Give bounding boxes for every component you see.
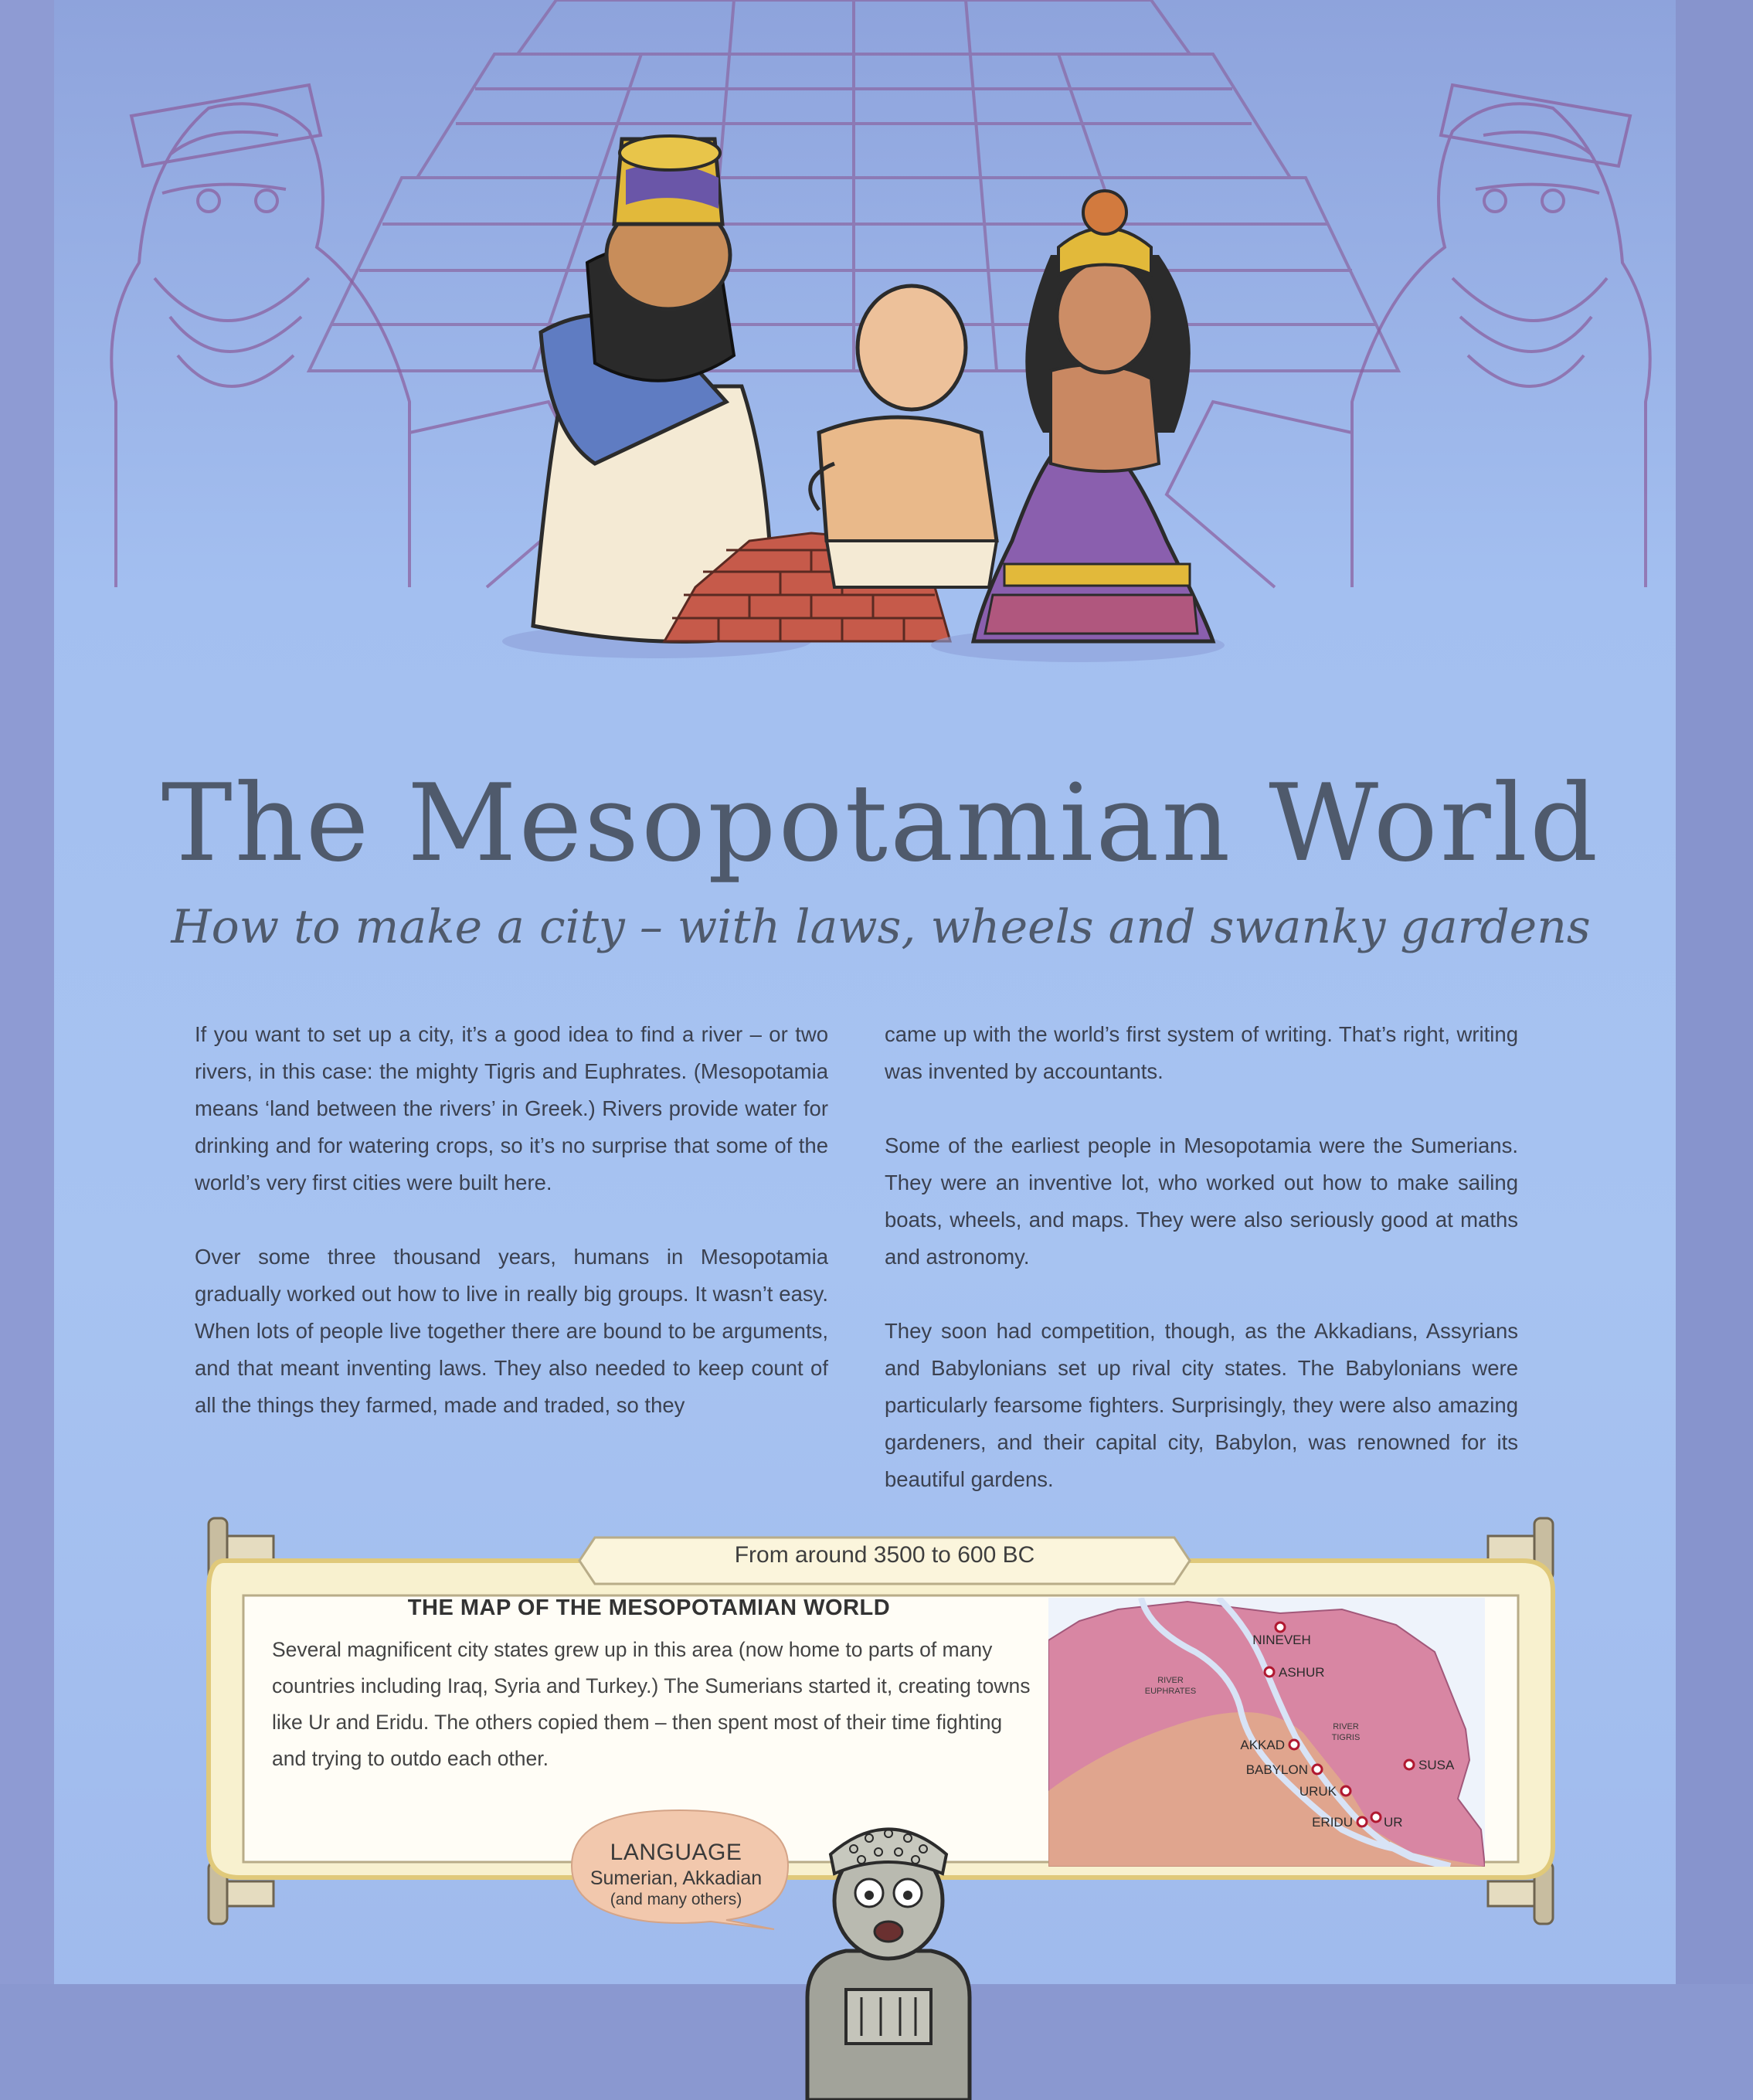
map-label-susa: SUSA: [1418, 1758, 1455, 1772]
body-paragraph: Over some three thousand years, humans in Mesopotamia gradually worked out how to live in really big groups. It wasn’t easy. When lots of people live together there are bound to be arguments, and that meant inventing laws. They also needed to keep count of all the things they farmed, made and traded, so they: [195, 1245, 828, 1417]
language-title: LANGUAGE: [610, 1840, 742, 1865]
body-column-left: [195, 1016, 828, 1461]
language-info: [564, 1839, 788, 1910]
map-label-euphrates-line1: RIVER: [1157, 1676, 1184, 1685]
map-label-tigris-line2: TIGRIS: [1331, 1733, 1361, 1742]
body-paragraph: Some of the earliest people in Mesopotamia were the Sumerians. They were an inventive lot, who worked out how to make sailing boats, wheels, and maps. They were also seriously good at maths and astronomy.: [885, 1133, 1518, 1269]
map-label-nineveh: NINEVEH: [1252, 1633, 1311, 1647]
body-paragraph: If you want to set up a city, it’s a good idea to find a river – or two rivers, in this case: the mighty Tigris and Euphrates. (Mesopotamia means ‘land between the rivers’ in Greek.) Rivers provide water for drinking and for watering crops, so it’s no surprise that some of the world’s very first cities were built here.: [195, 1022, 828, 1194]
language-note: (and many others): [610, 1891, 742, 1908]
map-label-uruk: URUK: [1299, 1784, 1337, 1799]
map-description-panel: [263, 1595, 1035, 1777]
language-value: Sumerian, Akkadian: [589, 1867, 763, 1889]
body-paragraph: came up with the world’s first system of writing. That’s right, writing was invented by accountants.: [885, 1022, 1518, 1083]
worker-figure: [810, 286, 997, 587]
map-label-euphrates-line2: EUPHRATES: [1144, 1687, 1197, 1696]
map-label-babylon: BABYLON: [1245, 1762, 1308, 1777]
page-subtitle: How to make a city – with laws, wheels and swanky gardens: [171, 900, 1591, 954]
lamassu-right-drawing: [1167, 85, 1650, 587]
map-label-tigris-line1: RIVER: [1333, 1722, 1359, 1731]
map-label-ur: UR: [1384, 1815, 1403, 1830]
page-title: The Mesopotamian World: [161, 761, 1601, 885]
map-label-ashur: ASHUR: [1279, 1665, 1325, 1680]
date-range-banner: From around 3500 to 600 BC: [734, 1542, 1035, 1568]
body-column-right: [885, 1016, 1518, 1535]
mesopotamia-map: [1048, 1598, 1485, 1867]
lamassu-left-drawing: [111, 85, 595, 587]
map-description: Several magnificent city states grew up in this area (now home to parts of many countries including Iraq, Syria and Turkey.) The Sumerians started it, creating towns like Ur and Eridu. The others copied them – then spent most of their time fighting and trying to outdo each other.: [272, 1638, 1031, 1770]
map-label-akkad: AKKAD: [1240, 1738, 1285, 1752]
body-paragraph: They soon had competition, though, as the Akkadians, Assyrians and Babylonians set up rival city states. The Babylonians were particularly fearsome fighters. Surprisingly, they were also amazing gardeners, and their capital city, Babylon, was renowned for its beautiful gardens.: [885, 1319, 1518, 1491]
header-illustration: [54, 0, 1677, 680]
page-frame-right: [1676, 0, 1753, 2100]
ziggurat-drawing: [309, 0, 1398, 371]
queen-figure: [931, 191, 1225, 662]
map-heading: THE MAP OF THE MESOPOTAMIAN WORLD: [407, 1595, 891, 1620]
statue-figure: [776, 1804, 1001, 2100]
map-label-eridu: ERIDU: [1312, 1815, 1353, 1830]
page-frame-left: [0, 0, 54, 2100]
